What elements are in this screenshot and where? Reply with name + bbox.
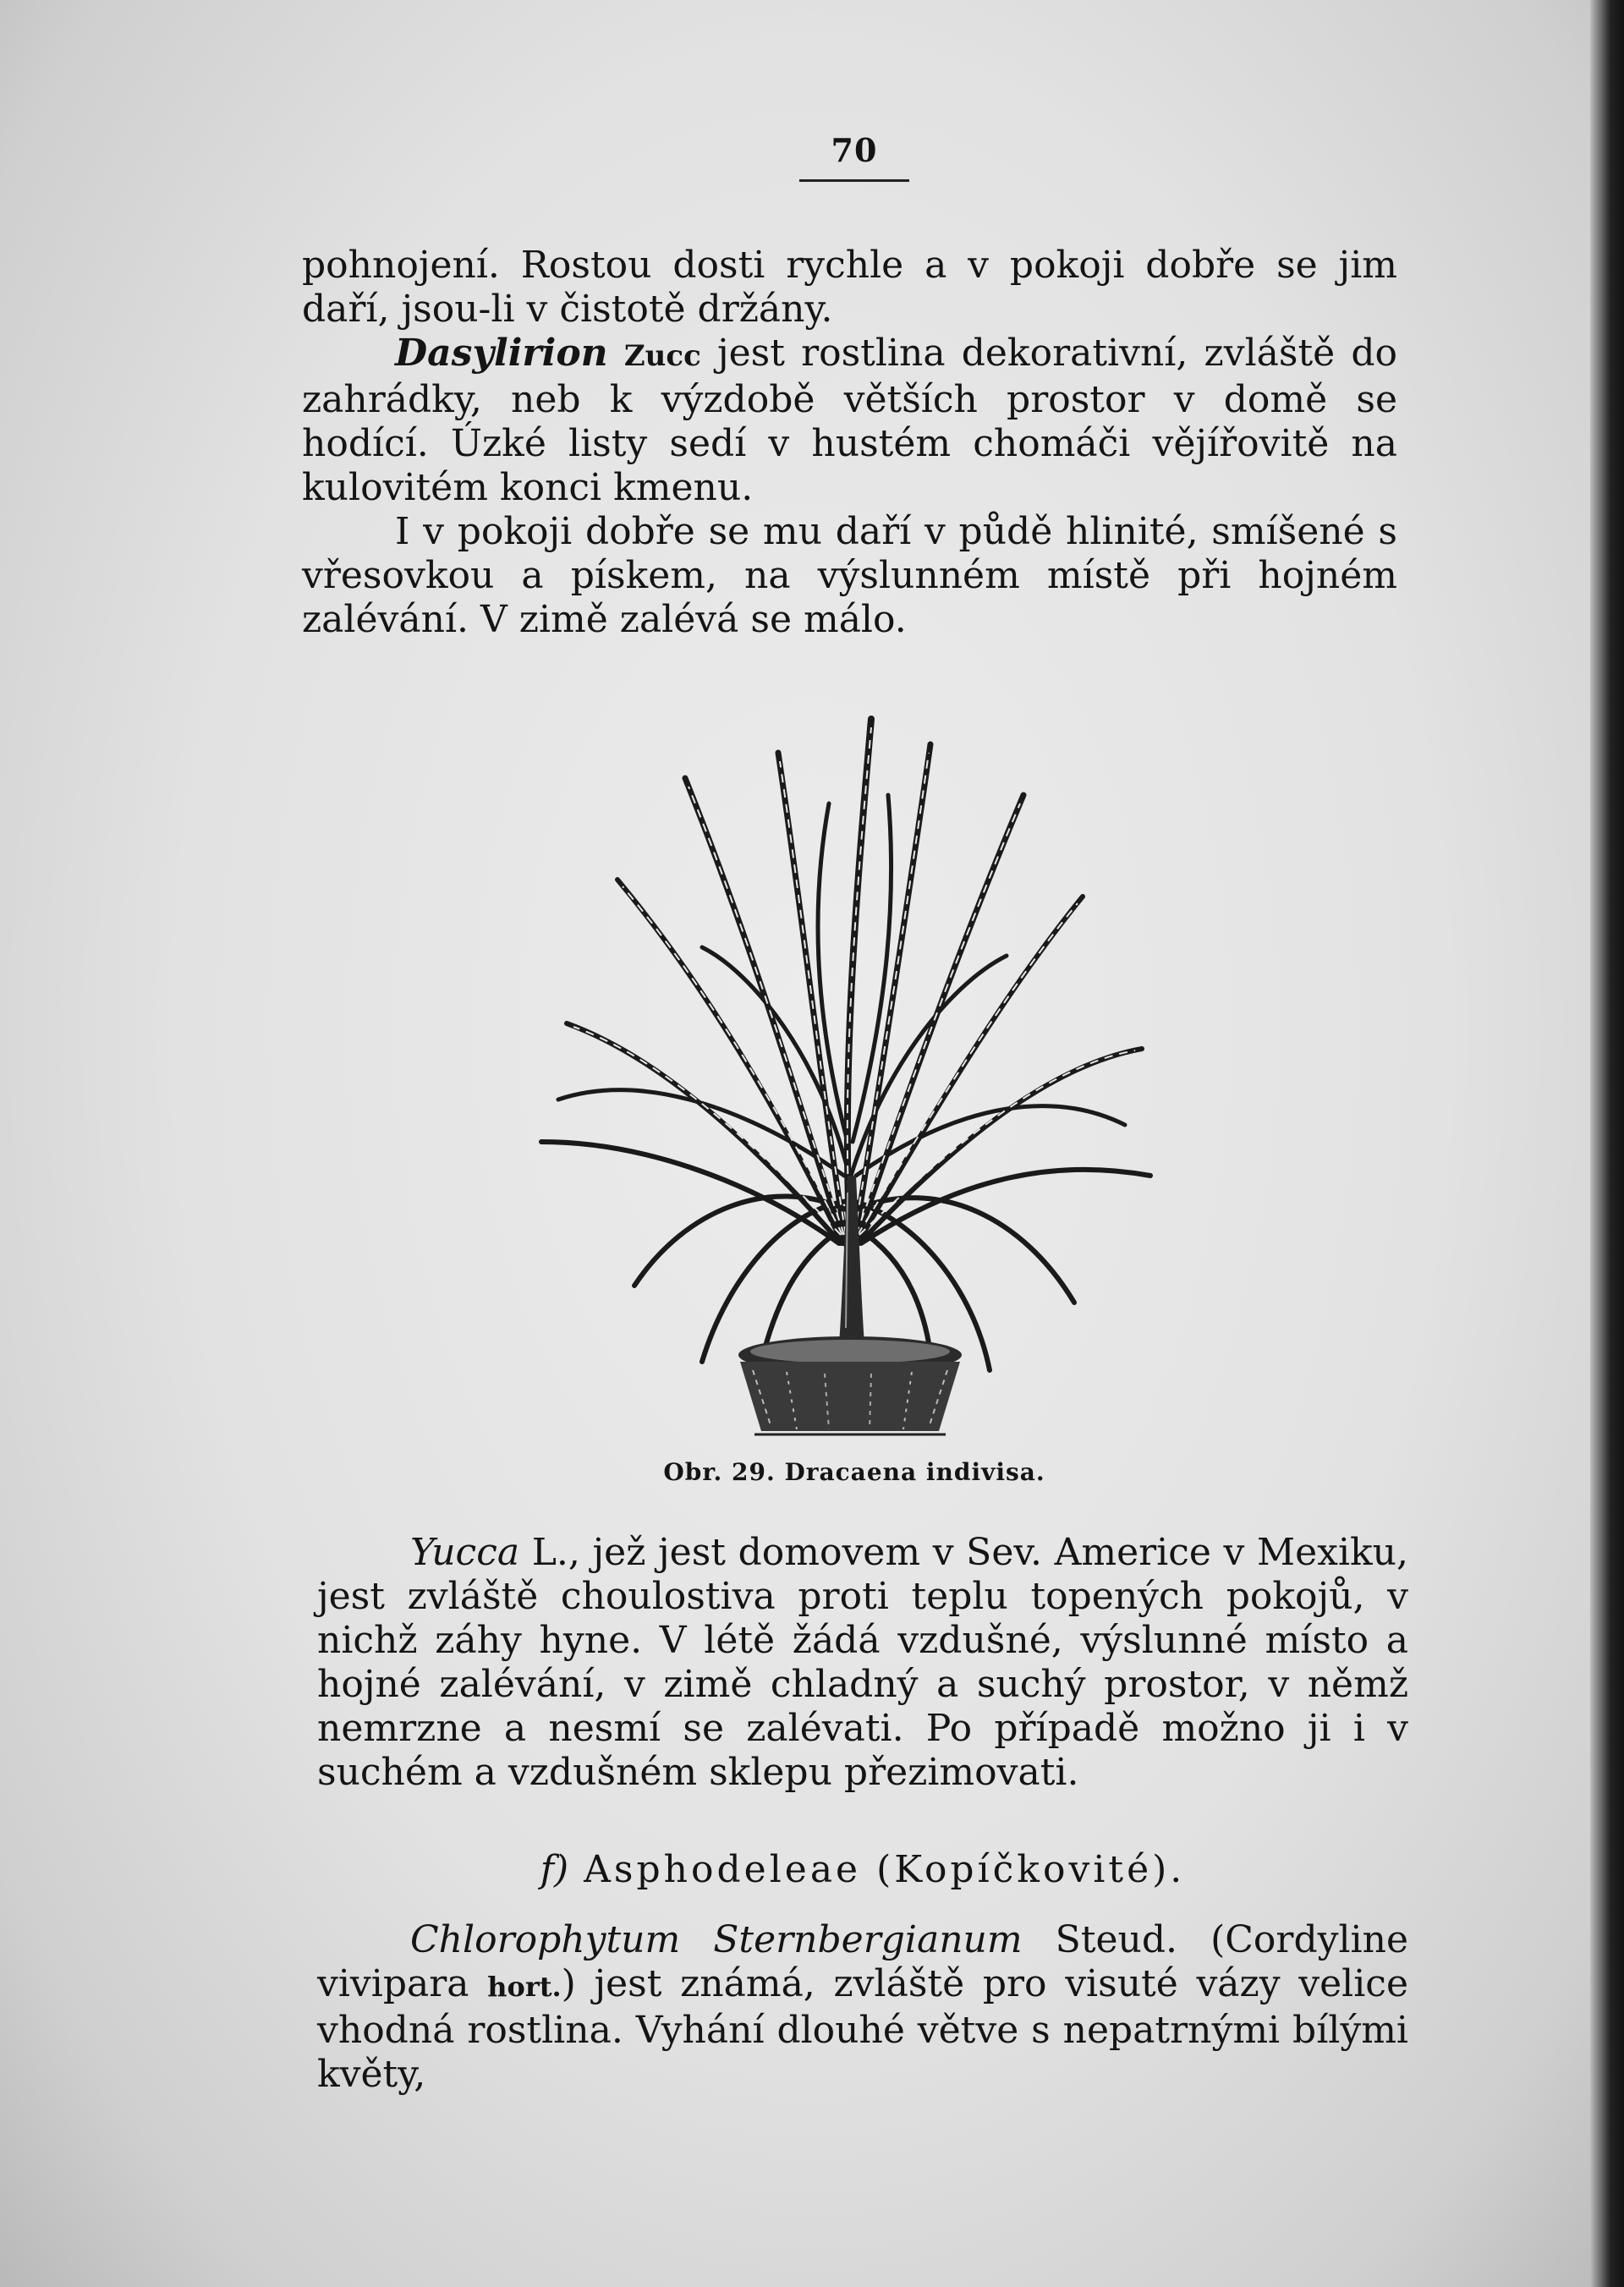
- page-number-rule: [799, 179, 909, 182]
- chlorophytum-text-block: [317, 1918, 1408, 2097]
- yucca-text-block: [317, 1531, 1408, 1795]
- section-heading: [317, 1848, 1408, 1891]
- paragraph-yucca: [317, 1531, 1408, 1795]
- page-edge-shadow: [1590, 0, 1624, 2287]
- author-zucc: Zucc: [623, 339, 701, 373]
- paragraph-chlorophytum: [317, 1918, 1408, 2097]
- chlorophytum-author: Steud. (Cordyline vivipara: [317, 1918, 1408, 2005]
- genus-dasylirion: Dasylirion: [395, 332, 608, 375]
- yucca-description: L., jež jest domovem v Sev. Americe v Mexiku, jest zvláště choulostiva proti teplu topených pokojů, v nichž záhy hyne. V létě žádá vzdušné, výslunné místo a hojné zalévání, v zimě chladný a suchý prostor, v němž nemrzne a nesmí se zalévati. Po případě možno ji i v suchém a vzdušném sklepu přezimovati.: [317, 1531, 1408, 1794]
- genus-chlorophytum: Chlorophytum Sternbergianum: [410, 1918, 1023, 1961]
- dasylirion-description: jest rostlina dekorativní, zvláště do zahrádky, neb k výzdobě větších prostor v domě se hodící. Úzké listy sedí v hustém chomáči vějířovitě na kulovitém konci kmenu.: [302, 332, 1397, 509]
- flower-pot: [738, 1336, 962, 1434]
- chlorophytum-description: ) jest známá, zvláště pro visuté vázy velice vhodná rostlina. Vyhání dlouhé větve s nepatrnými bílými květy,: [317, 1962, 1408, 2096]
- section-title: Asphodeleae (Kopíčkovité).: [568, 1848, 1186, 1891]
- paragraph-dasylirion-care: I v pokoji dobře se mu daří v půdě hlinité, smíšené s vřesovkou a pískem, na výslunném místě při hojném zalévání. V zimě zalévá se málo.: [302, 510, 1397, 641]
- paragraph-fertilizing: pohnojení. Rostou dosti rychle a v pokoji dobře se jim daří, jsou-li v čistotě držány.: [302, 244, 1397, 331]
- genus-yucca: Yucca: [410, 1531, 520, 1574]
- paragraph-dasylirion: [302, 332, 1397, 510]
- top-text-block: [302, 244, 1397, 642]
- figure-caption: Obr. 29. Dracaena indivisa.: [663, 1458, 1045, 1486]
- page-number: 70: [831, 131, 878, 169]
- dracaena-illustration: [533, 702, 1159, 1438]
- section-marker: f): [540, 1848, 569, 1891]
- hort-abbreviation: hort.: [487, 1971, 562, 2003]
